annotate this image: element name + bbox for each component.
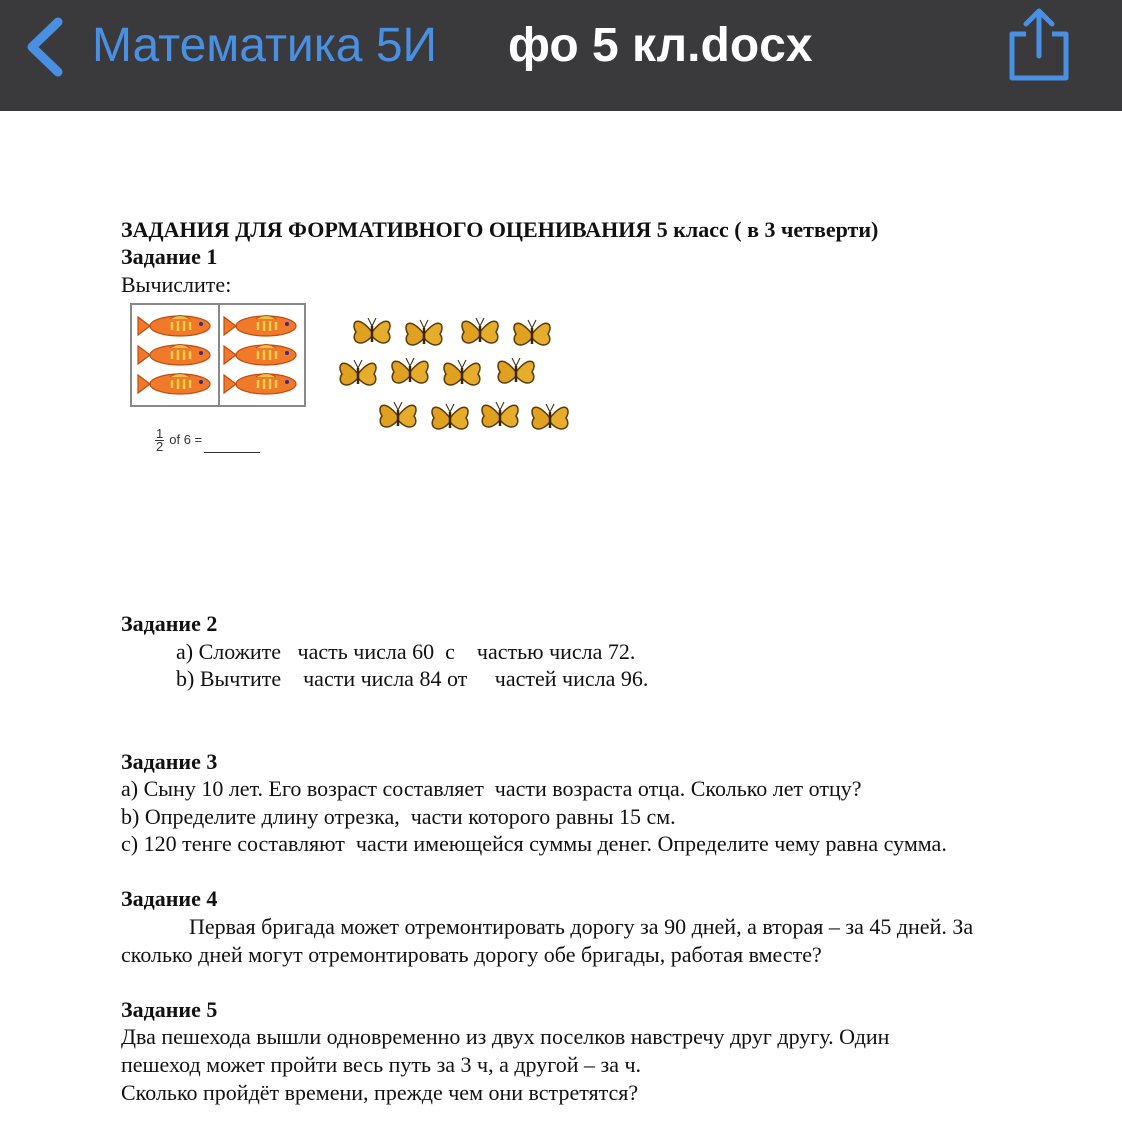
butterfly [432,404,468,429]
butterfly [380,402,416,427]
share-icon[interactable] [1004,6,1074,84]
back-label[interactable]: Математика 5И [92,19,438,72]
task5-line: Два пешехода вышли одновременно из двух поселков навстречу друг другу. Один [121,1024,890,1049]
task5-line: пешеход может пройти весь путь за 3 ч, а другой – за ч. [121,1052,642,1077]
butterfly [482,402,518,427]
fish [138,316,210,337]
answer-blank [204,452,260,453]
fish [138,345,210,366]
task3-line: a) Сыну 10 лет. Его возраст составляет части возраста отца. Сколько лет отцу? [121,776,862,801]
fish [138,374,210,395]
fish [224,374,296,395]
butterfly [532,404,568,429]
butterfly [340,360,376,385]
chevron-left-icon[interactable] [22,16,70,78]
task4-line: Первая бригада может отремонтировать дорогу за 90 дней, а вторая – за 45 дней. За [189,914,974,939]
fraction [155,428,164,453]
butterfly [406,320,442,345]
task4-line: сколько дней могут отремонтировать дорогу обе бригады, работая вместе? [121,942,822,967]
document-heading: ЗАДАНИЯ ДЛЯ ФОРМАТИВНОГО ОЦЕНИВАНИЯ 5 класс ( в 3 четверти) [121,217,879,242]
task2-title: Задание 2 [121,611,218,636]
butterfly [498,358,534,383]
fish [224,316,296,337]
task1-instruction: Вычислите: [121,272,232,297]
butterfly [392,358,428,383]
butterfly [354,318,390,343]
back-button[interactable] [22,16,70,78]
task3-line: c) 120 тенге составляют части имеющейся суммы денег. Определите чему равна сумма. [121,831,947,856]
task5-title: Задание 5 [121,997,218,1022]
butterfly-illustration [334,308,580,444]
butterfly [462,318,498,343]
share-button[interactable] [1004,6,1074,84]
fraction-expression [155,428,260,453]
task4-title: Задание 4 [121,886,218,911]
document-title: фо 5 кл.docx [508,19,813,72]
task5-line: Сколько пройдёт времени, прежде чем они встретятся? [121,1080,639,1105]
fraction-numerator: 1 [156,426,164,441]
navigation-bar [0,0,1122,111]
task3-title: Задание 3 [121,749,218,774]
fish-illustration [130,303,306,407]
fraction-denominator: 2 [156,439,164,454]
fraction-text: of 6 = [169,431,203,447]
butterfly [444,360,480,385]
task2-line: b) Вычтите части числа 84 от частей числа 96. [176,666,649,691]
task2-line: a) Сложите часть числа 60 с частью числа 72. [176,639,636,664]
fish-group [132,305,304,405]
task1-title: Задание 1 [121,244,218,269]
fish [224,345,296,366]
butterfly [514,320,550,345]
task3-line: b) Определите длину отрезка, части которого равны 15 см. [121,804,676,829]
